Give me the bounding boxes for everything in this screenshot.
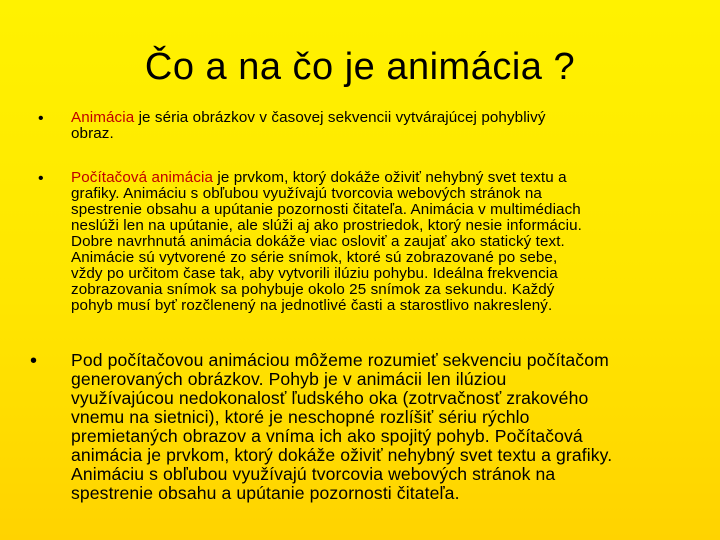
paragraph-1-line	[71, 110, 546, 126]
term-animacia: Animácia	[71, 109, 135, 126]
paragraph-3-line: využívajúcou nedokonalosť ľudského oka (zotrvačnosť zrakového	[71, 388, 589, 408]
bullet-1: •	[38, 110, 44, 127]
paragraph-2-line: neslúži len na upútanie, ale slúži aj ako prostriedok, ktorý nesie informáciu.	[71, 217, 582, 234]
paragraph-3-line: vnemu na sietnici), ktoré je neschopné rozlíšiť sériu rýchlo	[71, 407, 530, 427]
bullet-2: •	[38, 170, 44, 187]
paragraph-3	[71, 351, 701, 503]
paragraph-2-line: pohyb musí byť rozčlenený na jednotlivé časti a starostlivo nakreslený.	[71, 297, 553, 314]
term-pocitacova-animacia: Počítačová animácia	[71, 169, 214, 186]
paragraph-2	[71, 170, 582, 314]
paragraph-1	[71, 110, 546, 142]
paragraph-3-line: Pod počítačovou animáciou môžeme rozumieť sekvenciu počítačom	[71, 350, 609, 370]
paragraph-3-line: spestrenie obsahu a upútanie pozornosti čitateľa.	[71, 483, 460, 503]
paragraph-2-line: vždy po určitom čase tak, aby vytvorili ilúziu pohybu. Ideálna frekvencia	[71, 265, 558, 282]
paragraph-3-line: animácia je prvkom, ktorý dokáže oživiť nehybný svet textu a grafiky.	[71, 445, 613, 465]
paragraph-2-text: je prvkom, ktorý dokáže oživiť nehybný svet textu a	[213, 169, 567, 186]
paragraph-1-text: je séria obrázkov v časovej sekvencii vytvárajúcej pohyblivý	[134, 109, 546, 126]
paragraph-1-line: obraz.	[71, 125, 114, 142]
paragraph-2-line: Animácie sú vytvorené zo série snímok, ktoré sú zobrazované po sebe,	[71, 249, 558, 266]
paragraph-3-line: premietaných obrazov a vníma ich ako spojitý pohyb. Počítačová	[71, 426, 583, 446]
paragraph-3-line: generovaných obrázkov. Pohyb je v animácii len ilúziou	[71, 369, 507, 389]
paragraph-3-line: Animáciu s obľubou využívajú tvorcovia webových stránok na	[71, 464, 556, 484]
paragraph-2-line: Dobre navrhnutá animácia dokáže viac osloviť a zaujať ako statický text.	[71, 233, 565, 250]
paragraph-2-line: grafiky. Animáciu s obľubou využívajú tvorcovia webových stránok na	[71, 185, 542, 202]
bullet-3: •	[30, 350, 38, 372]
paragraph-2-line: spestrenie obsahu a upútanie pozornosti čitateľa. Animácia v multimédiach	[71, 201, 581, 218]
paragraph-2-line: zobrazovania snímok sa pohybuje okolo 25 snímok za sekundu. Každý	[71, 281, 555, 298]
slide-title: Čo a na čo je animácia ?	[144, 46, 576, 88]
paragraph-2-line	[71, 170, 582, 186]
